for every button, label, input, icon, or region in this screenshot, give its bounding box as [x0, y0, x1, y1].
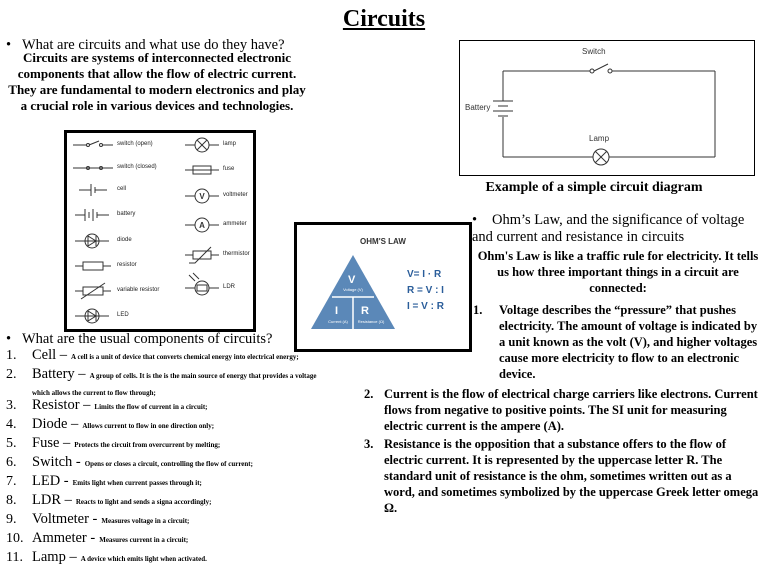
svg-text:V: V [199, 192, 205, 201]
ohm-item [364, 386, 764, 434]
symbol-label: cell [117, 186, 127, 192]
circuit-symbols-drawing [67, 133, 253, 329]
ohms-law-image [294, 222, 472, 352]
list-item: 8. LDR – Reacts to light and sends a signa accordingly; [6, 492, 212, 508]
symbol-label: LDR [223, 284, 236, 290]
bullet-dot: • [472, 212, 478, 228]
ohms-law-formula-r: R = V : I [407, 285, 444, 296]
list-item: 4. Diode – Allows current to flow in one direction only; [6, 416, 215, 432]
switch-label: Switch [582, 47, 606, 56]
ohms-law-v: V [348, 274, 356, 286]
ohm-item-text: Voltage describes the “pressure” that pushes electricity. The amount of voltage is indicated by a unit known as the volt (V), and higher voltages cause more electricity to flow to an electronic device. [499, 303, 758, 381]
ohm-item-text: Resistance is the opposition that a substance offers to the flow of electric current. It is represented by the uppercase letter R. The standard unit of resistance is the ohm, sometimes written out as a word, and sometimes symbolized by the uppercase Greek letter omega Ω. [384, 437, 759, 515]
symbol-label: fuse [223, 166, 235, 172]
list-item: 2. Battery – A group of cells. It is the is the main source of energy that provides a voltage [6, 366, 317, 382]
ohm-item [473, 302, 761, 382]
ohms-law-formula-i: I = V : R [407, 301, 444, 312]
symbol-label: voltmeter [223, 192, 248, 198]
list-item: 5. Fuse – Protects the circuit from overcurrent by melting; [6, 435, 221, 451]
question-2-text: Ohm’s Law, and the significance of voltage and current and resistance in circuits [472, 212, 745, 245]
circuit-symbols-image [64, 130, 256, 332]
simple-circuit-diagram [459, 40, 755, 176]
ohms-law-r: R [361, 305, 369, 317]
symbol-label: lamp [223, 141, 237, 147]
question-3-text: What are the usual components of circuits? [22, 331, 273, 347]
symbol-label: switch (closed) [117, 164, 157, 170]
bullet-dot: • [6, 331, 12, 347]
symbol-label: LED [117, 312, 129, 318]
question-1-answer: Circuits are systems of interconnected electronic components that allow the flow of electric current. They are fundamental to modern electronics and play a crucial role in various devices and technologies. [8, 50, 306, 113]
question-2 [472, 212, 762, 246]
battery-label: Battery [465, 103, 491, 112]
list-item: 7. LED - Emits light when current passes through it; [6, 473, 202, 489]
bullet-dot: • [6, 37, 12, 53]
ohm-item [364, 436, 764, 516]
list-item: 11. Lamp – A device which emits light when activated. [6, 549, 207, 565]
symbol-label: variable resistor [117, 287, 160, 293]
lamp-label: Lamp [589, 134, 610, 143]
symbol-label: resistor [117, 262, 137, 268]
ohm-item-number: 3. [364, 437, 374, 451]
list-item: 3. Resistor – Limits the flow of current in a circuit; [6, 397, 208, 413]
ohms-law-i: I [335, 305, 339, 317]
list-item-continuation: which allows the current to flow through; [32, 389, 156, 397]
ohms-law-i-sub: Current (A) [328, 319, 348, 324]
svg-text:A: A [199, 221, 205, 230]
circuit-drawing [460, 41, 754, 175]
symbol-label: diode [117, 237, 132, 243]
question-2-intro: Ohm's Law is like a traffic rule for electricity. It tells us how three important things in a circuit are connected: [477, 249, 759, 295]
ohm-item-text: Current is the flow of electrical charge carriers like electrons. Current flows from negative to positive points. The SI unit for measuring electric current is the ampere (A). [384, 387, 758, 433]
ohms-law-r-sub: Resistance (Ω) [357, 319, 385, 324]
list-item: 1. Cell – A cell is a unit of device that converts chemical energy into electrical energy; [6, 347, 299, 363]
ohms-law-v-sub: Voltage (V) [343, 287, 363, 292]
symbol-label: ammeter [223, 221, 247, 227]
question-1-text: What are circuits and what use do they have? [22, 37, 285, 53]
list-item: 10. Ammeter - Measures current in a circuit; [6, 530, 189, 546]
question-3 [6, 331, 306, 347]
symbol-label: thermistor [223, 251, 250, 257]
page-title: Circuits [342, 6, 426, 32]
ohm-item-number: 2. [364, 387, 374, 401]
ohms-law-formula-v: V= I · R [407, 269, 442, 280]
symbol-label: switch (open) [117, 141, 153, 147]
list-item: 6. Switch - Opens or closes a circuit, controlling the flow of current; [6, 454, 253, 470]
symbol-label: battery [117, 211, 136, 217]
ohm-item-number: 1. [473, 303, 483, 317]
list-item: 9. Voltmeter - Measures voltage in a circuit; [6, 511, 190, 527]
circuit-caption: Example of a simple circuit diagram [485, 180, 703, 195]
ohms-law-title: OHM'S LAW [360, 237, 406, 246]
